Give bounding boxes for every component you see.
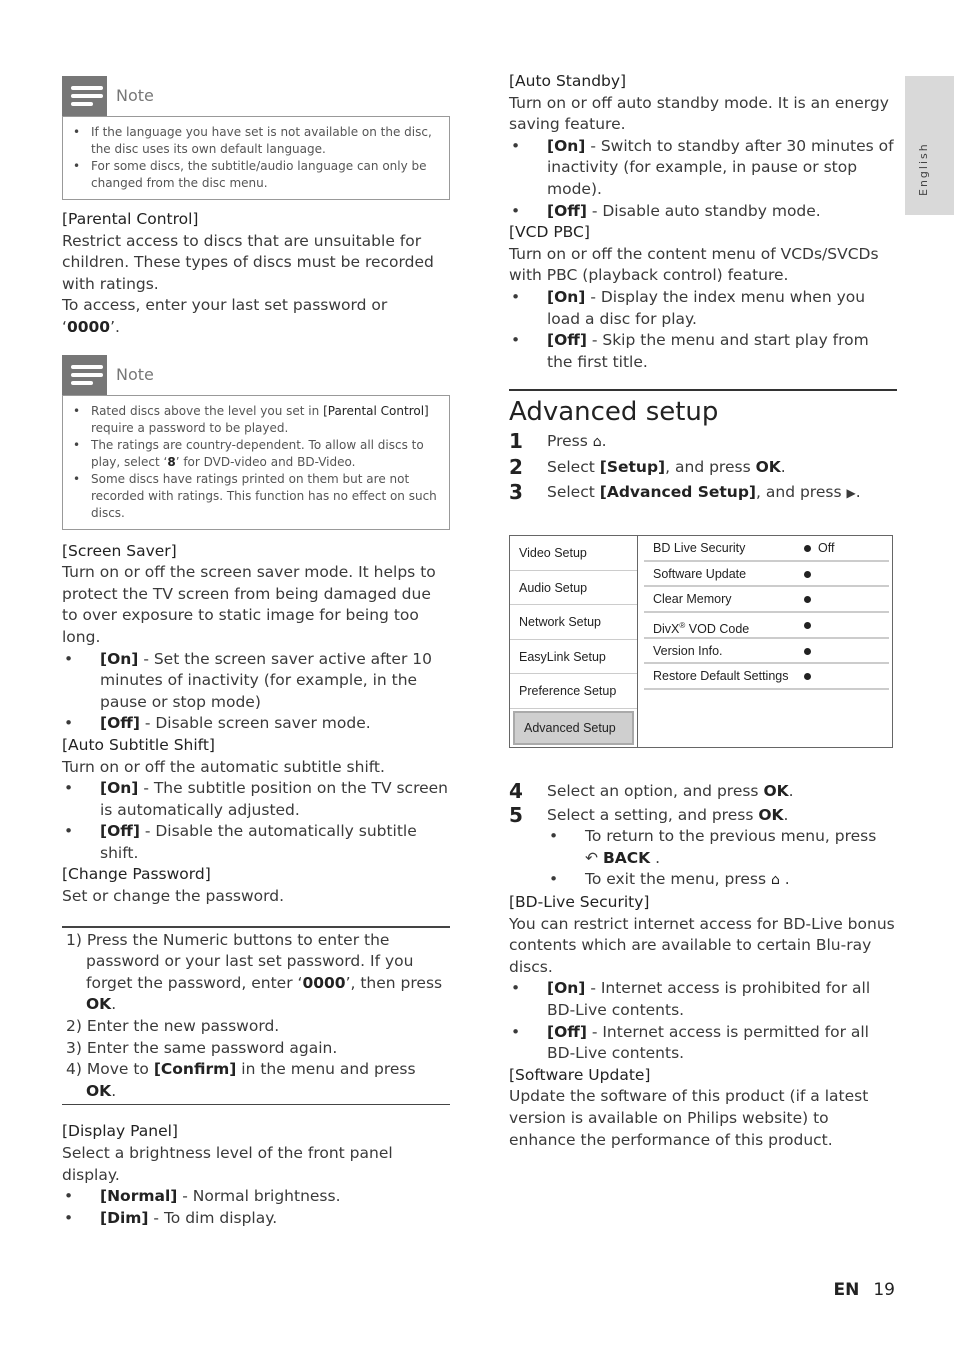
section-text: Update the software of this product (if a latest version is available on Philips website) to enhance the performance of this product. — [509, 1087, 869, 1149]
option-version-info[interactable]: Version Info. — [644, 639, 889, 665]
section-title: [Auto Subtitle Shift] — [62, 735, 215, 754]
back-icon: ↶ — [585, 848, 598, 867]
screen-saver-section — [62, 541, 450, 735]
bullet-icon — [804, 673, 811, 680]
page-number: 19 — [873, 1280, 895, 1300]
note-item: • For some discs, the subtitle/audio language can only be changed from the disc menu. — [73, 158, 439, 192]
section-title: [Auto Standby] — [509, 72, 627, 90]
section-title: [Display Panel] — [62, 1122, 178, 1141]
section-text: Set or change the password. — [62, 887, 285, 906]
option-item: • [Off] - Disable the automatically subtitle shift. — [62, 821, 450, 864]
step: 2 Select [Setup], and press OK. — [509, 454, 786, 479]
right-column — [509, 71, 897, 504]
right-column-lower — [509, 781, 897, 1151]
section-title: [BD-Live Security] — [509, 892, 650, 911]
section-text: Select a brightness level of the front panel display. — [62, 1144, 393, 1184]
language-tab — [905, 76, 954, 215]
section-text: Turn on or off the automatic subtitle shift. — [62, 757, 385, 776]
section-title: [Parental Control] — [62, 210, 199, 228]
sub-step: • To return to the previous menu, press ↶ BACK . — [547, 826, 897, 869]
option-clear-memory[interactable]: Clear Memory — [644, 587, 889, 613]
section-text: You can restrict internet access for BD-Live bonus contents which are available to certain Blu-ray discs. — [509, 914, 895, 976]
menu-item-video-setup[interactable]: Video Setup — [510, 536, 637, 571]
note-icon — [62, 76, 107, 116]
advanced-setup-heading: Advanced setup — [509, 389, 897, 429]
option-item: • [On] - Switch to standby after 30 minutes of inactivity (for example, in pause or stop mode). — [509, 136, 897, 201]
password-steps — [62, 926, 450, 1106]
bullet-icon — [804, 648, 811, 655]
bullet-icon — [804, 545, 811, 552]
option-software-update[interactable]: Software Update — [644, 562, 889, 588]
section-text: To access, enter your last set password or ‘0000’. — [62, 296, 388, 336]
footer-language: EN — [833, 1280, 860, 1300]
display-panel-section — [62, 1121, 450, 1229]
step: 4 Select an option, and press OK. — [509, 779, 794, 803]
option-item: • [Off] - Disable auto standby mode. — [509, 201, 897, 223]
option-bd-live-security[interactable]: BD Live Security Off — [644, 536, 889, 562]
option-item: • [On] - The subtitle position on the TV screen is automatically adjusted. — [62, 778, 450, 821]
step: 1) Press the Numeric buttons to enter the password or your last set password. If you forget the password, enter ‘0000’, then press OK. — [66, 930, 443, 1014]
menu-item-advanced-setup[interactable]: Advanced Setup — [513, 711, 634, 745]
note-box — [62, 116, 450, 200]
step: 3) Enter the same password again. — [66, 1038, 338, 1057]
note-item: • If the language you have set is not available on the disc, the disc uses its own default language. — [73, 124, 439, 158]
bullet-icon — [804, 622, 811, 629]
vcd-pbc-section — [509, 222, 897, 373]
parental-control-section — [62, 209, 450, 339]
option-divx-vod-code[interactable]: DivX® VOD Code — [644, 613, 889, 639]
auto-standby-section — [509, 71, 897, 222]
option-restore-default-settings[interactable]: Restore Default Settings — [644, 664, 889, 690]
change-password-section — [62, 864, 450, 1105]
option-item: • [Normal] - Normal brightness. — [62, 1186, 450, 1208]
note-item: • Rated discs above the level you set in [Parental Control] require a password to be played. — [73, 403, 439, 437]
step: 3 Select [Advanced Setup], and press ▶. — [509, 479, 861, 504]
home-icon: ⌂ — [592, 434, 602, 451]
menu-item-preference-setup[interactable]: Preference Setup — [510, 674, 637, 709]
section-text: Turn on or off the screen saver mode. It helps to protect the TV screen from being damaged due to over exposure to static image for being too long. — [62, 563, 436, 646]
step: 2) Enter the new password. — [66, 1017, 280, 1036]
right-arrow-icon: ▶ — [846, 485, 856, 500]
left-column — [62, 76, 450, 1229]
bullet-icon — [804, 596, 811, 603]
page-footer — [834, 1280, 895, 1300]
step: 5 Select a setting, and press OK. — [509, 802, 789, 827]
bullet-icon — [804, 571, 811, 578]
section-title: [Software Update] — [509, 1065, 651, 1084]
auto-subtitle-section — [62, 735, 450, 865]
section-text: Turn on or off the content menu of VCDs/SVCDs with PBC (playback control) feature. — [509, 244, 879, 285]
note-title: Note — [116, 86, 154, 106]
menu-categories — [510, 536, 638, 747]
step: 1 Press ⌂. — [509, 429, 607, 454]
step: 4) Move to [Confirm] in the menu and press OK. — [66, 1060, 416, 1100]
menu-item-network-setup[interactable]: Network Setup — [510, 605, 637, 640]
note-block-1 — [62, 76, 450, 200]
advanced-setup-menu — [509, 535, 893, 748]
option-item: • [Dim] - To dim display. — [62, 1208, 450, 1230]
option-value: Off — [818, 541, 835, 555]
menu-item-easylink-setup[interactable]: EasyLink Setup — [510, 640, 637, 675]
section-title: [Screen Saver] — [62, 541, 177, 560]
note-item: • The ratings are country-dependent. To allow all discs to play, select ‘8’ for DVD-video and BD-Video. — [73, 437, 439, 471]
option-item: • [Off] - Internet access is permitted for all BD-Live contents. — [509, 1022, 897, 1065]
note-title: Note — [116, 364, 154, 384]
language-tab-label: English — [917, 142, 930, 196]
note-block-2 — [62, 355, 450, 530]
home-icon: ⌂ — [770, 872, 780, 889]
note-box — [62, 395, 450, 530]
sub-step: • To exit the menu, press ⌂ . — [547, 869, 897, 892]
option-item: • [On] - Internet access is prohibited for all BD-Live contents. — [509, 978, 897, 1021]
note-icon — [62, 355, 107, 395]
note-item: • Some discs have ratings printed on them but are not recorded with ratings. This function has no effect on such discs. — [73, 471, 439, 522]
software-update-section — [509, 1065, 897, 1151]
section-title: [VCD PBC] — [509, 223, 590, 242]
advanced-steps — [509, 431, 897, 504]
section-title: [Change Password] — [62, 865, 211, 884]
option-item: • [On] - Display the index menu when you load a disc for play. — [509, 287, 897, 330]
section-text: Turn on or off auto standby mode. It is an energy saving feature. — [509, 93, 889, 134]
option-item: • [Off] - Skip the menu and start play from the first title. — [509, 330, 897, 373]
option-item: • [On] - Set the screen saver active after 10 minutes of inactivity (for example, in the pause or stop mode) — [62, 649, 450, 714]
menu-options — [644, 536, 889, 690]
bd-live-section — [509, 892, 897, 1065]
section-text: Restrict access to discs that are unsuitable for children. These types of discs must be recorded with ratings. — [62, 231, 434, 293]
menu-item-audio-setup[interactable]: Audio Setup — [510, 571, 637, 606]
option-item: • [Off] - Disable screen saver mode. — [62, 713, 450, 735]
